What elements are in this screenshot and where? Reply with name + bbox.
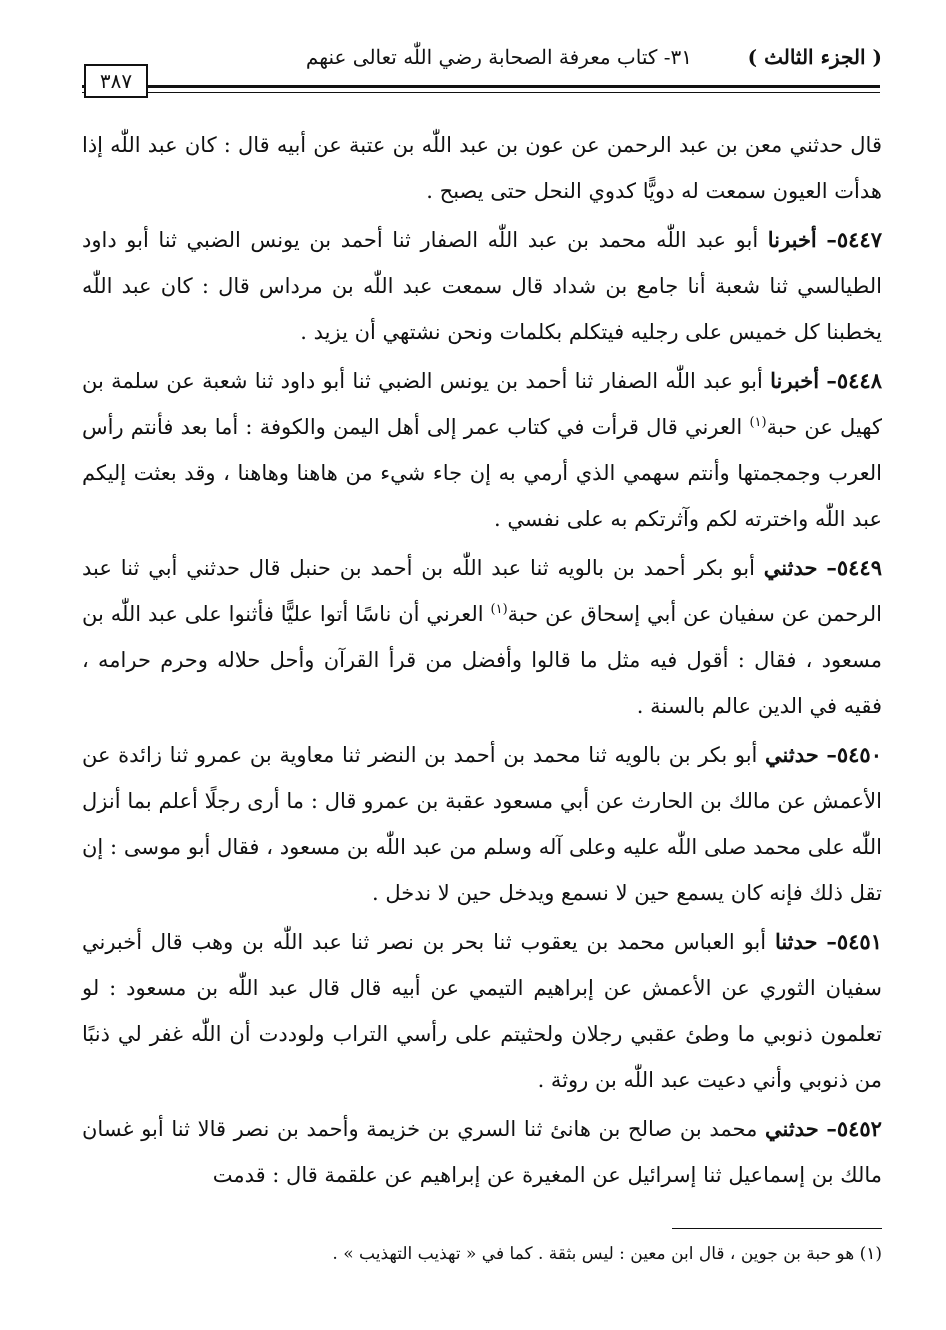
paragraph-text-continued: العرني قال قرأت في كتاب عمر إلى أهل اليمن والكوفة : أما بعد فأنتم رأس العرب وجمجمتها وأنتم سهمي الذي أرمي به إن جاء شيء من هاهنا وهاهنا ، وقد بعثت إليكم عبد اللّٰه واخترته لكم وآثرتكم به على نفسي .	[82, 415, 882, 531]
paragraph-text: قال حدثني معن بن عبد الرحمن عن عون بن عبد اللّٰه بن عتبة عن أبيه قال : كان عبد اللّٰه إذا هدأت العيون سمعت له دويًّا كدوي النحل حتى يصبح .	[82, 133, 882, 203]
page-number: ٣٨٧	[99, 69, 133, 93]
hadith-number: ٥٤٤٧–	[826, 227, 882, 252]
paragraph-text: محمد بن صالح بن هانئ ثنا السري بن خزيمة وأحمد بن نصر قالا ثنا أبو غسان مالك بن إسماعيل ثنا إسرائيل عن المغيرة عن إبراهيم عن علقمة قال : قدمت	[82, 1117, 882, 1187]
page-number-box	[84, 64, 148, 98]
paragraph-text-continued: العرني أن ناسًا أتوا عليًّا فأثنوا على عبد اللّٰه بن مسعود ، فقال : أقول فيه مثل ما قالوا وأفضل من قرأ القرآن وأحل حلاله وحرم حرامه ، فقيه في الدين عالم بالسنة .	[82, 602, 882, 718]
hadith-5449	[82, 545, 882, 729]
footnote-ref: (١)	[749, 415, 767, 430]
paragraph-text: أبو عبد اللّٰه محمد بن عبد اللّٰه الصفار ثنا أحمد بن يونس الضبي ثنا أبو داود الطيالسي ثنا شعبة أنا جامع بن شداد قال سمعت عبد اللّٰه بن مرداس قال : كان عبد اللّٰه يخطبنا كل خميس على رجليه فيتكلم بكلمات ونحن نشتهي أن يزيد .	[82, 228, 882, 344]
hadith-number: ٥٤٥٠–	[826, 742, 882, 767]
hadith-lead-word: حدثني	[764, 1116, 819, 1141]
running-header	[82, 38, 882, 76]
footnote	[82, 1240, 882, 1268]
footnote-separator	[672, 1228, 882, 1229]
hadith-5448	[82, 358, 882, 542]
header-rule-thick	[82, 85, 880, 88]
hadith-5447	[82, 217, 882, 355]
paragraph-text: أبو بكر بن بالويه ثنا محمد بن أحمد بن النضر ثنا معاوية بن عمرو ثنا زائدة عن الأعمش عن مالك بن الحارث عن أبي مسعود عقبة بن عمرو قال : ما أرى رجلًا أعلم بما أنزل اللّٰه على محمد صلى اللّٰه عليه وعلى آله وسلم من عبد اللّٰه بن مسعود ، فقال أبو موسى : إن تقل ذلك فإنه كان يسمع حين لا نسمع ويدخل حين لا ندخل .	[82, 743, 882, 905]
footnote-ref: (١)	[490, 602, 508, 617]
main-text	[82, 122, 882, 1198]
hadith-lead-word: حدثنا	[774, 929, 818, 954]
volume-label: ( الجزء الثالث )	[747, 45, 882, 69]
hadith-lead-word: أخبرنا	[770, 368, 820, 393]
hadith-lead-word: حدثني	[763, 555, 818, 580]
footnote-marker: (١)	[859, 1244, 882, 1264]
hadith-5451	[82, 919, 882, 1103]
header-rule-thin	[82, 92, 880, 93]
paragraph-continuation	[82, 122, 882, 214]
hadith-5452	[82, 1106, 882, 1198]
hadith-number: ٥٤٤٨–	[826, 368, 882, 393]
hadith-number: ٥٤٥١–	[826, 929, 882, 954]
hadith-5450	[82, 732, 882, 916]
paragraph-text: أبو بكر أحمد بن بالويه ثنا عبد اللّٰه بن أحمد بن حنبل قال حدثني أبي ثنا عبد الرحمن عن سفيان عن أبي إسحاق عن حبة	[82, 556, 882, 626]
hadith-lead-word: حدثني	[765, 742, 819, 767]
chapter-title: ٣١- كتاب معرفة الصحابة رضي اللّٰه تعالى عنهم	[305, 45, 692, 69]
hadith-number: ٥٤٤٩–	[826, 555, 882, 580]
paragraph-text: أبو العباس محمد بن يعقوب ثنا بحر بن نصر ثنا عبد اللّٰه بن وهب قال أخبرني سفيان الثوري عن الأعمش عن إبراهيم التيمي عن أبيه قال قال عبد اللّٰه بن مسعود : لو تعلمون ذنوبي ما وطئ عقبي رجلان ولحثيتم على رأسي التراب ولوددت أن اللّٰه غفر لي ذنبًا من ذنوبي وأني دعيت عبد اللّٰه بن روثة .	[82, 930, 882, 1092]
footnote-text: هو حبة بن جوين ، قال ابن معين : ليس بثقة . كما في « تهذيب التهذيب » .	[332, 1244, 855, 1264]
hadith-number: ٥٤٥٢–	[826, 1116, 882, 1141]
hadith-lead-word: أخبرنا	[767, 227, 817, 252]
paragraph-text: أبو عبد اللّٰه الصفار ثنا أحمد بن يونس الضبي ثنا أبو داود ثنا شعبة عن سلمة بن كهيل عن حبة	[82, 369, 882, 439]
